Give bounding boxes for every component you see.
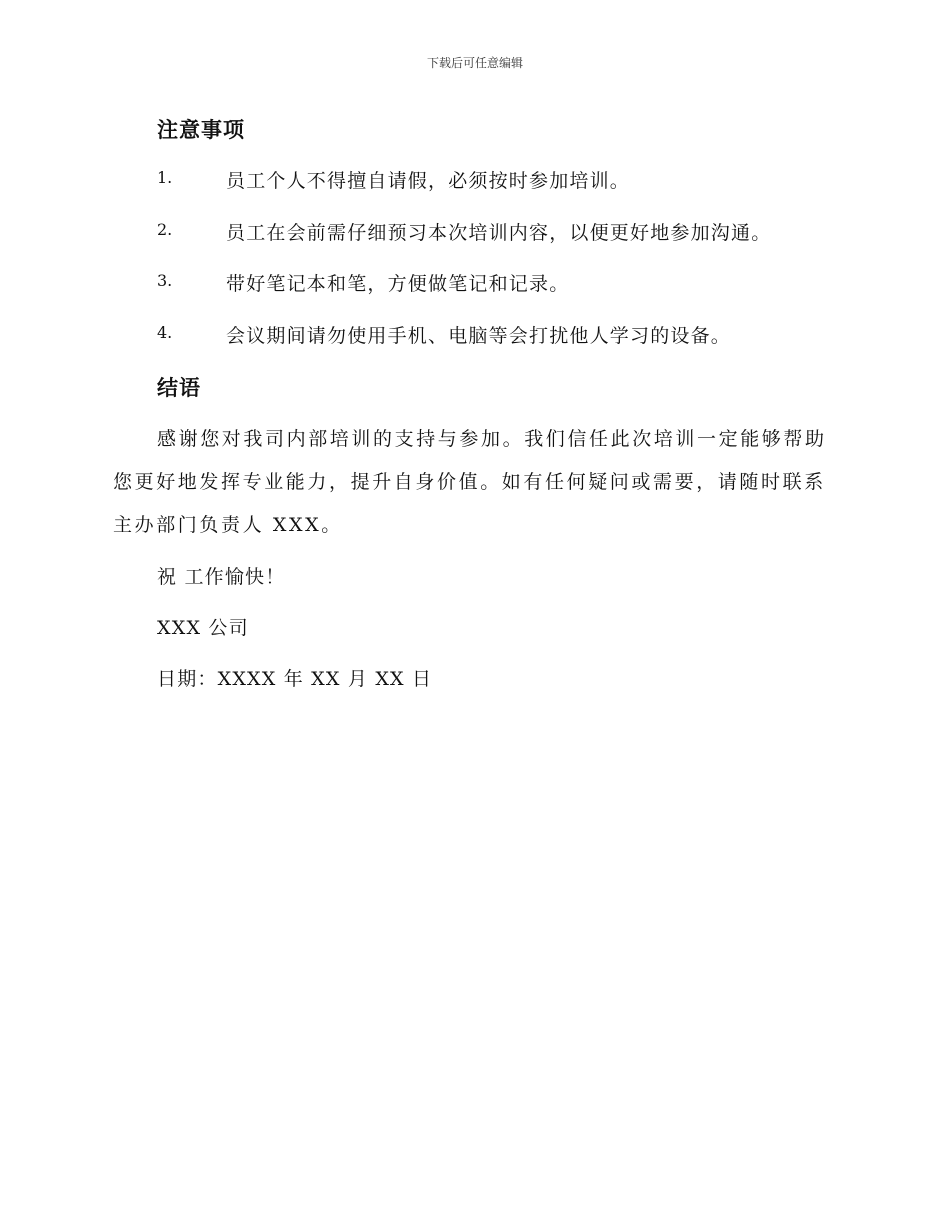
- list-item: [157, 218, 857, 248]
- list-item: [157, 166, 857, 196]
- list-item-number: 1.: [157, 168, 173, 187]
- list-item-number: 4.: [157, 323, 173, 342]
- notes-heading: 注意事项: [157, 117, 245, 142]
- conclusion-paragraph-line: 您更好地发挥专业能力，提升自身价值。如有任何疑问或需要，请随时联系: [113, 471, 826, 493]
- list-item-text: 员工在会前需仔细预习本次培训内容，以便更好地参加沟通。: [226, 222, 772, 244]
- list-item-number: 2.: [157, 220, 173, 239]
- list-item-text: 带好笔记本和笔，方便做笔记和记录。: [226, 273, 570, 295]
- list-item-text: 会议期间请勿使用手机、电脑等会打扰他人学习的设备。: [226, 325, 732, 347]
- page-header: 下载后可任意编辑: [426, 56, 523, 70]
- list-item-text: 员工个人不得擅自请假，必须按时参加培训。: [226, 170, 631, 192]
- closing-greeting: 祝 工作愉快！: [157, 566, 286, 588]
- list-item: [157, 269, 857, 299]
- conclusion-paragraph-line: 主办部门负责人 XXX。: [113, 514, 343, 536]
- list-item: [157, 321, 857, 351]
- signature-date: 日期：XXXX 年 XX 月 XX 日: [157, 668, 433, 690]
- conclusion-heading: 结语: [157, 375, 201, 400]
- company-signature: XXX 公司: [157, 617, 249, 639]
- list-item-number: 3.: [157, 271, 173, 290]
- conclusion-paragraph-line: 感谢您对我司内部培训的支持与参加。我们信任此次培训一定能够帮助: [157, 428, 827, 450]
